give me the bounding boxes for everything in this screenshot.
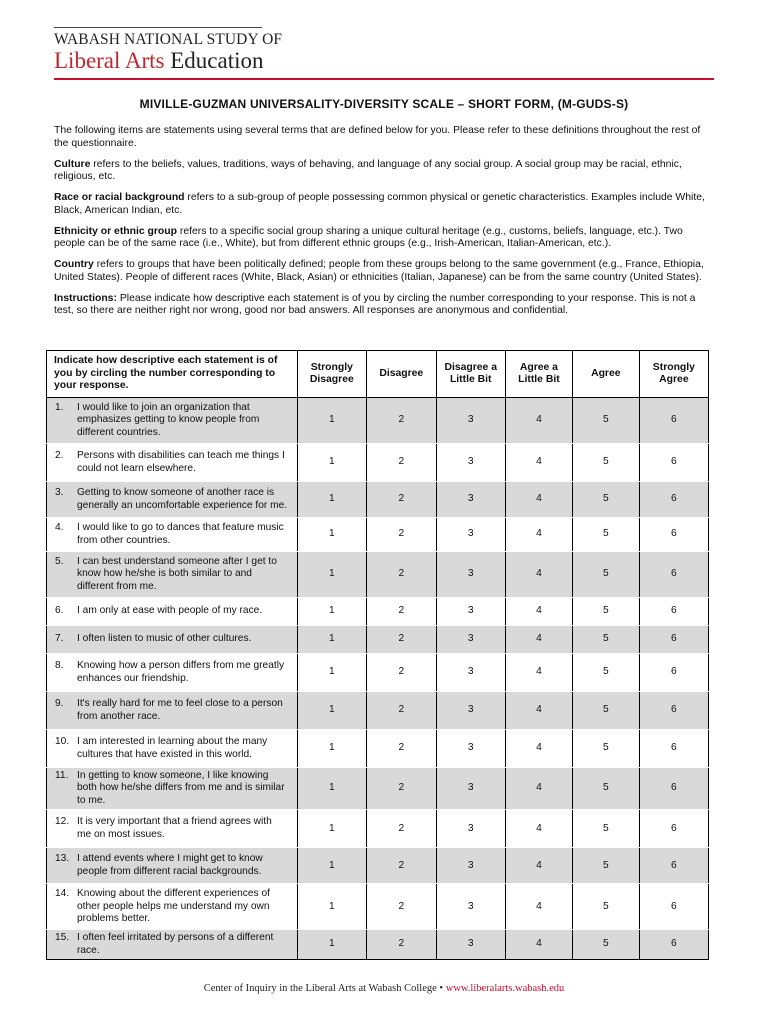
- scale-option-6[interactable]: 6: [639, 884, 708, 930]
- table-row: [47, 930, 709, 960]
- scale-option-1[interactable]: 1: [297, 692, 366, 730]
- scale-option-4[interactable]: 4: [505, 598, 572, 626]
- question-cell: [47, 444, 298, 482]
- scale-option-1[interactable]: 1: [297, 884, 366, 930]
- question-number: 11.: [55, 770, 69, 781]
- question-number: 14.: [55, 888, 70, 900]
- logo-line2-red: Liberal Arts: [54, 48, 165, 73]
- scale-option-1[interactable]: 1: [297, 444, 366, 482]
- table-row: [47, 768, 709, 810]
- scale-option-1[interactable]: 1: [297, 518, 366, 552]
- scale-option-3[interactable]: 3: [436, 444, 505, 482]
- question-cell: [47, 626, 298, 654]
- question-cell: [47, 930, 298, 960]
- question-text: Getting to know someone of another race is generally an uncomfortable experience for me.: [77, 487, 288, 511]
- scale-option-3[interactable]: 3: [436, 692, 505, 730]
- table-row: [47, 444, 709, 482]
- question-cell: [47, 692, 298, 730]
- scale-option-6[interactable]: 6: [639, 482, 708, 518]
- scale-option-2[interactable]: 2: [367, 482, 436, 518]
- scale-option-6[interactable]: 6: [639, 692, 708, 730]
- question-number: 15.: [55, 932, 70, 944]
- table-row: [47, 552, 709, 598]
- column-header: Strongly Agree: [639, 351, 708, 398]
- scale-option-2[interactable]: 2: [367, 444, 436, 482]
- question-text: I can best understand someone after I get to know how he/she is both similar to and different from me.: [77, 555, 277, 592]
- scale-option-1[interactable]: 1: [297, 730, 366, 768]
- logo: [54, 27, 283, 73]
- scale-option-3[interactable]: 3: [436, 482, 505, 518]
- scale-option-6[interactable]: 6: [639, 930, 708, 960]
- table-row: [47, 730, 709, 768]
- definition-text: refers to a specific social group sharing a unique cultural heritage (e.g., customs, beliefs, language, etc.). Two people can be of the same race (i.e., White), but from different ethnic groups (e.g., Irish-American, Italian-American, etc.).: [54, 225, 683, 250]
- header-rule: [54, 78, 714, 80]
- scale-option-2[interactable]: 2: [367, 654, 436, 692]
- question-number: 12.: [55, 816, 70, 828]
- scale-option-2[interactable]: 2: [367, 848, 436, 884]
- scale-option-4[interactable]: 4: [505, 768, 572, 810]
- scale-option-4[interactable]: 4: [505, 730, 572, 768]
- question-cell: [47, 518, 298, 552]
- question-text: I would like to go to dances that feature music from other countries.: [77, 522, 284, 546]
- footer: [0, 983, 768, 994]
- scale-option-1[interactable]: 1: [297, 552, 366, 598]
- question-cell: [47, 848, 298, 884]
- question-cell: [47, 598, 298, 626]
- scale-option-2[interactable]: 2: [367, 626, 436, 654]
- scale-option-5[interactable]: 5: [572, 730, 639, 768]
- scale-option-2[interactable]: 2: [367, 398, 436, 444]
- definition-1: [54, 192, 716, 217]
- question-number: 1.: [55, 401, 64, 413]
- definition-text: refers to groups that have been politically defined; people from these groups belong to the same government (e.g., France, Ethiopia, United States). People of different races (White, Black, Asian) or ethnicities (Italian, Japanese) can be from the same country (United States).: [54, 259, 704, 283]
- scale-option-4[interactable]: 4: [505, 444, 572, 482]
- scale-option-2[interactable]: 2: [367, 552, 436, 598]
- scale-option-3[interactable]: 3: [436, 654, 505, 692]
- question-cell: [47, 654, 298, 692]
- question-text: I often listen to music of other cultures.: [77, 633, 252, 645]
- scale-option-6[interactable]: 6: [639, 810, 708, 848]
- scale-option-4[interactable]: 4: [505, 654, 572, 692]
- scale-option-2[interactable]: 2: [367, 692, 436, 730]
- scale-option-3[interactable]: 3: [436, 518, 505, 552]
- scale-option-2[interactable]: 2: [367, 730, 436, 768]
- scale-option-4[interactable]: 4: [505, 810, 572, 848]
- scale-option-1[interactable]: 1: [297, 626, 366, 654]
- scale-option-4[interactable]: 4: [505, 518, 572, 552]
- scale-option-2[interactable]: 2: [367, 930, 436, 960]
- scale-option-1[interactable]: 1: [297, 654, 366, 692]
- definition-2: [54, 226, 716, 251]
- definition-term: Ethnicity or ethnic group: [54, 225, 177, 237]
- question-number: 5.: [55, 555, 64, 567]
- definition-3: [54, 259, 716, 284]
- page-title-text: MIVILLE-GUZMAN UNIVERSALITY-DIVERSITY SCALE – SHORT FORM, (M-GUDS-S): [139, 97, 629, 111]
- scale-table: [46, 350, 709, 960]
- question-number: 2.: [55, 450, 64, 462]
- scale-option-5[interactable]: 5: [572, 810, 639, 848]
- definition-0: [54, 159, 716, 184]
- question-cell: [47, 730, 298, 768]
- scale-option-6[interactable]: 6: [639, 598, 708, 626]
- column-header: Strongly Disagree: [297, 351, 366, 398]
- scale-option-1[interactable]: 1: [297, 598, 366, 626]
- scale-option-2[interactable]: 2: [367, 884, 436, 930]
- question-text: I often feel irritated by persons of a different race.: [77, 932, 274, 956]
- question-header: Indicate how descriptive each statement is of you by circling the number corresponding to your response.: [47, 351, 298, 398]
- scale-option-3[interactable]: 3: [436, 398, 505, 444]
- table-row: [47, 810, 709, 848]
- question-cell: [47, 482, 298, 518]
- scale-option-3[interactable]: 3: [436, 884, 505, 930]
- definition-4: [54, 293, 716, 318]
- scale-option-6[interactable]: 6: [639, 444, 708, 482]
- logo-line2-black: Education: [164, 48, 264, 73]
- scale-option-4[interactable]: 4: [505, 930, 572, 960]
- scale-option-6[interactable]: 6: [639, 768, 708, 810]
- question-cell: [47, 810, 298, 848]
- question-text: Persons with disabilities can teach me things I could not learn elsewhere.: [77, 450, 285, 474]
- table-row: [47, 398, 709, 444]
- scale-option-2[interactable]: 2: [367, 810, 436, 848]
- question-text: I attend events where I might get to know people from different racial backgrounds.: [77, 853, 263, 877]
- scale-option-1[interactable]: 1: [297, 482, 366, 518]
- table-row: [47, 692, 709, 730]
- scale-option-4[interactable]: 4: [505, 398, 572, 444]
- question-number: 10.: [55, 736, 70, 748]
- question-text: I would like to join an organization that emphasizes getting to know people from different countries.: [77, 401, 260, 438]
- table-row: [47, 598, 709, 626]
- question-text: In getting to know someone, I like knowing both how he/she differs from me and is similar to me.: [77, 770, 285, 806]
- intro-text: The following items are statements using several terms that are defined below for you. Please refer to these definitions throughout the rest of the questionnaire.: [54, 125, 701, 149]
- table-row: [47, 654, 709, 692]
- scale-option-4[interactable]: 4: [505, 552, 572, 598]
- scale-option-4[interactable]: 4: [505, 482, 572, 518]
- scale-option-3[interactable]: 3: [436, 930, 505, 960]
- scale-option-4[interactable]: 4: [505, 626, 572, 654]
- definition-term: Race or racial background: [54, 192, 185, 204]
- scale-option-3[interactable]: 3: [436, 768, 505, 810]
- scale-option-5[interactable]: 5: [572, 848, 639, 884]
- table-row: [47, 518, 709, 552]
- logo-rule: [54, 27, 262, 28]
- scale-option-4[interactable]: 4: [505, 848, 572, 884]
- question-text: I am only at ease with people of my race.: [77, 605, 263, 617]
- question-number: 7.: [55, 633, 64, 645]
- column-header: Agree: [572, 351, 639, 398]
- logo-line1: WABASH NATIONAL STUDY OF: [54, 31, 283, 48]
- scale-option-1[interactable]: 1: [297, 810, 366, 848]
- scale-option-2[interactable]: 2: [367, 598, 436, 626]
- scale-option-3[interactable]: 3: [436, 848, 505, 884]
- scale-option-6[interactable]: 6: [639, 626, 708, 654]
- definition-text: refers to the beliefs, values, traditions, ways of behaving, and language of any social group. A social group may be racial, ethnic, religious, etc.: [54, 158, 682, 183]
- definition-term: Culture: [54, 158, 91, 170]
- definitions: [54, 159, 716, 319]
- question-text: I am interested in learning about the many cultures that have existed in this world.: [77, 736, 268, 760]
- question-cell: [47, 768, 298, 810]
- scale-option-5[interactable]: 5: [572, 598, 639, 626]
- definition-term: Instructions:: [54, 292, 117, 304]
- definition-text: Please indicate how descriptive each statement is of you by circling the number corresponding to your response. This is not a test, so there are neither right nor wrong, good nor bad answers. All responses are anonymous and confidential.: [54, 292, 696, 317]
- scale-option-5[interactable]: 5: [572, 518, 639, 552]
- scale-option-1[interactable]: 1: [297, 398, 366, 444]
- question-text: It is very important that a friend agrees with me on most issues.: [77, 816, 272, 840]
- page-title: [0, 97, 768, 111]
- column-header: Disagree: [367, 351, 436, 398]
- question-text: Knowing how a person differs from me greatly enhances our friendship.: [77, 660, 285, 684]
- footer-text: Center of Inquiry in the Liberal Arts at Wabash College •: [203, 983, 446, 994]
- scale-option-6[interactable]: 6: [639, 518, 708, 552]
- question-cell: [47, 398, 298, 444]
- question-number: 13.: [55, 853, 70, 865]
- scale-option-5[interactable]: 5: [572, 482, 639, 518]
- scale-option-5[interactable]: 5: [572, 398, 639, 444]
- table-row: [47, 848, 709, 884]
- question-number: 4.: [55, 522, 64, 534]
- footer-link[interactable]: www.liberalarts.wabash.edu: [445, 983, 565, 994]
- scale-option-1[interactable]: 1: [297, 768, 366, 810]
- definition-text: refers to a sub-group of people possessing common physical or genetic characteristics. Examples include White, Black, American Indian, etc.: [54, 192, 705, 216]
- scale-option-5[interactable]: 5: [572, 552, 639, 598]
- scale-option-5[interactable]: 5: [572, 626, 639, 654]
- scale-option-5[interactable]: 5: [572, 444, 639, 482]
- scale-option-6[interactable]: 6: [639, 654, 708, 692]
- question-number: 8.: [55, 660, 64, 672]
- scale-option-3[interactable]: 3: [436, 626, 505, 654]
- question-number: 9.: [55, 698, 64, 710]
- table-row: [47, 626, 709, 654]
- question-cell: [47, 552, 298, 598]
- scale-option-3[interactable]: 3: [436, 598, 505, 626]
- question-text: Knowing about the different experiences of other people helps me understand my own problems better.: [77, 888, 270, 924]
- scale-option-6[interactable]: 6: [639, 552, 708, 598]
- scale-option-5[interactable]: 5: [572, 654, 639, 692]
- table-row: [47, 884, 709, 930]
- scale-option-6[interactable]: 6: [639, 848, 708, 884]
- scale-option-4[interactable]: 4: [505, 692, 572, 730]
- question-number: 3.: [55, 487, 64, 499]
- scale-option-6[interactable]: 6: [639, 730, 708, 768]
- question-number: 6.: [55, 605, 64, 617]
- scale-option-3[interactable]: 3: [436, 810, 505, 848]
- column-header: Disagree a Little Bit: [436, 351, 505, 398]
- definition-term: Country: [54, 259, 94, 271]
- scale-option-6[interactable]: 6: [639, 398, 708, 444]
- intro-section: [54, 125, 716, 326]
- scale-option-3[interactable]: 3: [436, 552, 505, 598]
- table-body: [47, 398, 709, 960]
- question-text: It's really hard for me to feel close to a person from another race.: [77, 698, 283, 722]
- question-cell: [47, 884, 298, 930]
- scale-option-2[interactable]: 2: [367, 518, 436, 552]
- scale-option-5[interactable]: 5: [572, 692, 639, 730]
- table-header-row: [47, 351, 709, 398]
- scale-option-1[interactable]: 1: [297, 848, 366, 884]
- scale-option-3[interactable]: 3: [436, 730, 505, 768]
- scale-option-1[interactable]: 1: [297, 930, 366, 960]
- scale-option-2[interactable]: 2: [367, 768, 436, 810]
- scale-option-4[interactable]: 4: [505, 884, 572, 930]
- table-row: [47, 482, 709, 518]
- scale-option-5[interactable]: 5: [572, 930, 639, 960]
- column-header: Agree a Little Bit: [505, 351, 572, 398]
- scale-option-5[interactable]: 5: [572, 768, 639, 810]
- scale-option-5[interactable]: 5: [572, 884, 639, 930]
- logo-line2: [54, 49, 262, 73]
